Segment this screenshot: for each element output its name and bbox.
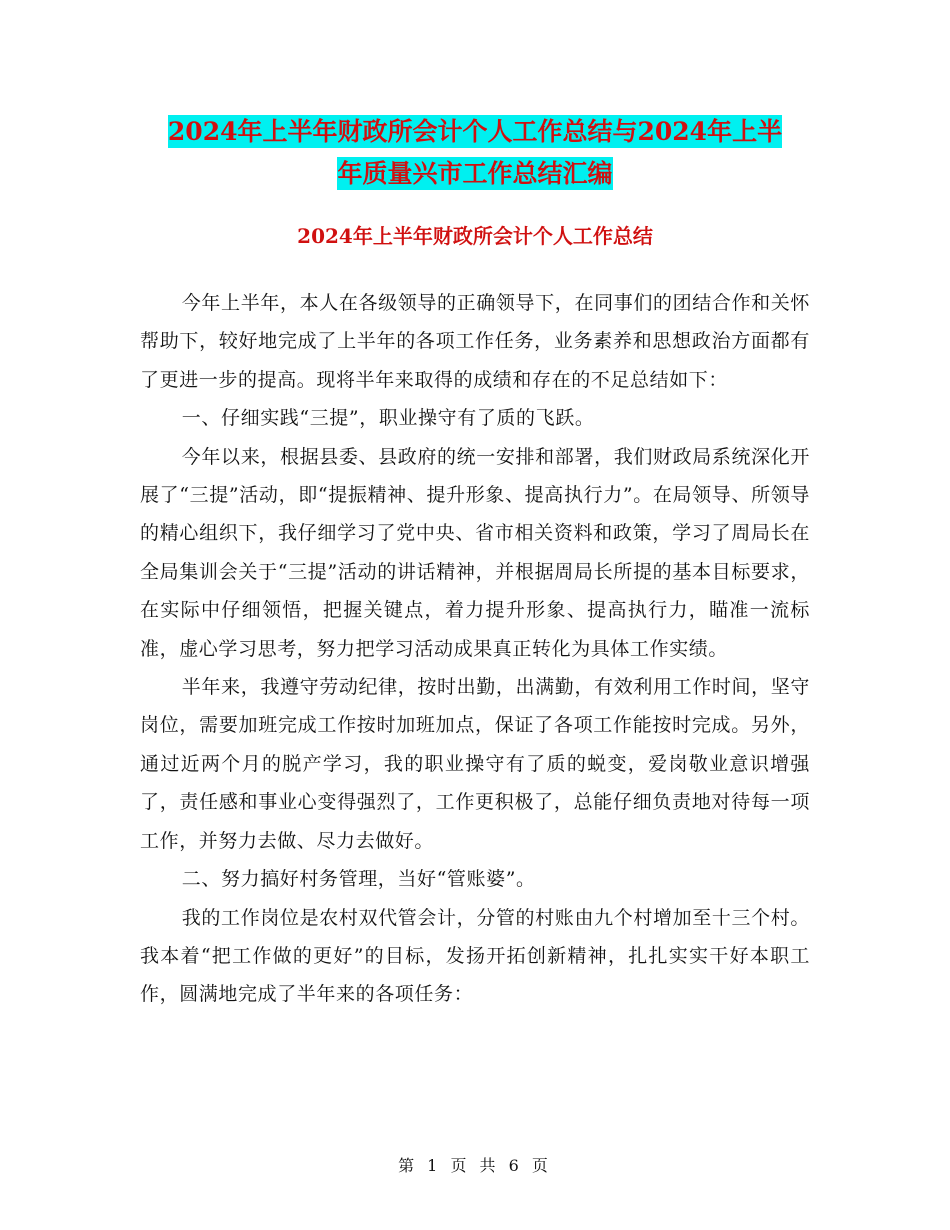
main-title-line-2 [120, 152, 830, 196]
paragraph: 二、努力搞好村务管理，当好“管账婆”。 [181, 868, 536, 891]
paragraph: 今年上半年，本人在各级领导的正确领导下，在同事们的团结合作和关怀帮助下，较好地完成了上半年的各项工作任务，业务素养和思想政治方面都有了更进一步的提高。现将半年来取得的成绩和存在的不足总结如下： [140, 292, 810, 391]
main-title-line-1 [120, 110, 830, 154]
page-footer: 第 1 页 共 6 页 [398, 1156, 552, 1175]
main-title-line-2-text: 年质量兴市工作总结汇编 [337, 159, 613, 188]
body-text [140, 284, 810, 1014]
paragraph: 我的工作岗位是农村双代管会计，分管的村账由九个村增加至十三个村。我本着“把工作做的更好”的目标，发扬开拓创新精神，扎扎实实干好本职工作，圆满地完成了半年来的各项任务： [140, 906, 810, 1006]
paragraph: 半年来，我遵守劳动纪律，按时出勤，出满勤，有效利用工作时间，坚守岗位，需要加班完成工作按时加班加点，保证了各项工作能按时完成。另外，通过近两个月的脱产学习，我的职业操守有了质的蜕变，爱岗敬业意识增强了，责任感和事业心变得强烈了，工作更积极了，总能仔细负责地对待每一项工作，并努力去做、尽力去做好。 [140, 676, 810, 852]
section-title: 2024年上半年财政所会计个人工作总结 [297, 224, 653, 248]
main-title-line-1-text: 2024年上半年财政所会计个人工作总结与2024年上半 [167, 117, 783, 146]
paragraph: 今年以来，根据县委、县政府的统一安排和部署，我们财政局系统深化开展了“三提”活动，即“提振精神、提升形象、提高执行力”。在局领导、所领导的精心组织下，我仔细学习了党中央、省市相关资料和政策，学习了周局长在全局集训会关于“三提”活动的讲话精神，并根据周局长所提的基本目标要求，在实际中仔细领悟，把握关键点，着力提升形象、提高执行力，瞄准一流标准，虚心学习思考，努力把学习活动成果真正转化为具体工作实绩。 [140, 445, 810, 660]
paragraph: 一、仔细实践“三提”，职业操守有了质的飞跃。 [181, 407, 595, 430]
